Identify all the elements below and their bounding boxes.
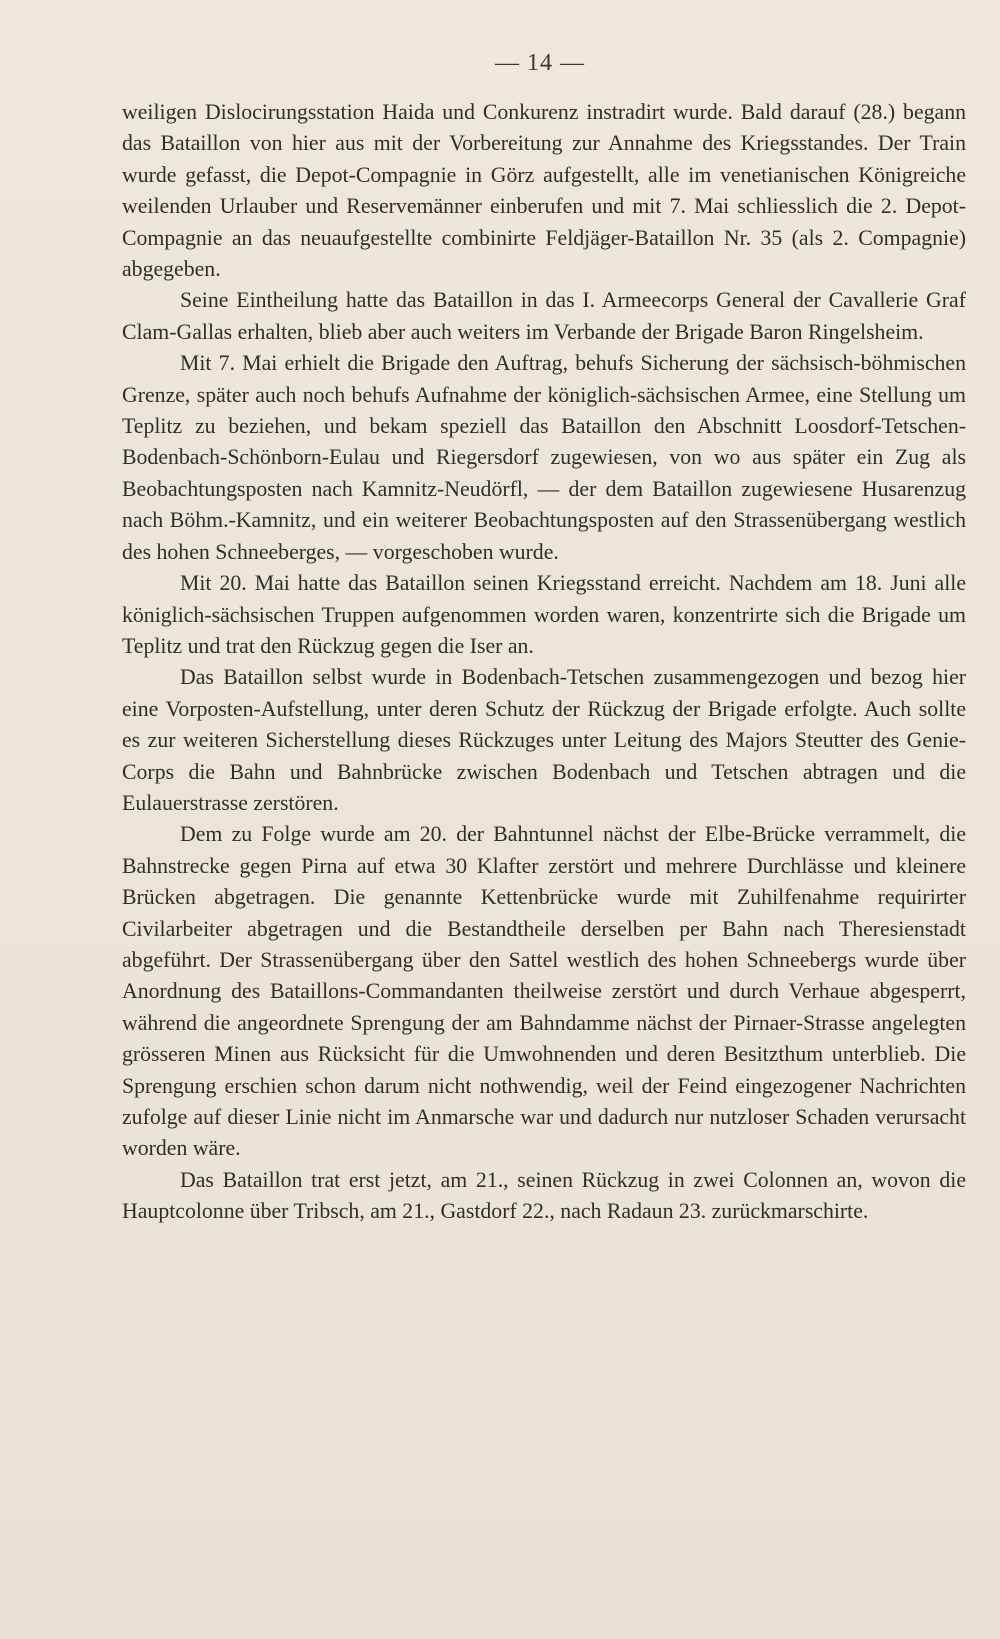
paragraph-continuation: weiligen Dislocirungsstation Haida und Conkurenz instradirt wurde. Bald darauf (28.) begann das Bataillon von hier aus mit der Vorbereitung zur Annahme des Kriegsstandes. Der Train wurde gefasst, die Depot-Compagnie in Görz aufgestellt, alle im venetianischen Königreiche weilenden Urlauber und Reservemänner einberufen und mit 7. Mai schliesslich die 2. Depot-Compagnie an das neuaufgestellte combinirte Feldjäger-Bataillon Nr. 35 (als 2. Compagnie) abgegeben.	[122, 100, 966, 282]
paragraph-zerstoerung: Dem zu Folge wurde am 20. der Bahntunnel nächst der Elbe-Brücke verrammelt, die Bahnstrecke gegen Pirna auf etwa 30 Klafter zerstört und mehrere Durchlässe und kleinere Brücken abgetragen. Die genannte Kettenbrücke wurde mit Zuhilfenahme requirirter Civilarbeiter abgetragen und die Bestandtheile derselben per Bahn nach Theresienstadt abgeführt. Der Strassenübergang über den Sattel westlich des hohen Schneebergs wurde über Anordnung des Bataillons-Commandanten theilweise zerstört und durch Verhaue abgesperrt, während die angeordnete Sprengung der am Bahndamme nächst der Pirnaer-Strasse angelegten grösseren Minen aus Rücksicht für die Umwohnenden und deren Besitzthum unterblieb. Die Sprengung erschien schon darum nicht nothwendig, weil der Feind eingezogener Nachrichten zufolge auf dieser Linie nicht im Anmarsche war und dadurch nur nutzloser Schaden verursacht worden wäre.	[122, 822, 966, 1161]
page-number: — 14 —	[495, 50, 585, 76]
paragraph-kriegsstand: Mit 20. Mai hatte das Bataillon seinen Kriegsstand erreicht. Nachdem am 18. Juni alle königlich-sächsischen Truppen aufgenommen worden waren, konzentrirte sich die Brigade um Teplitz und trat den Rückzug gegen die Iser an.	[122, 571, 966, 658]
body-text	[122, 97, 966, 1228]
paragraph-eintheilung: Seine Eintheilung hatte das Bataillon in das I. Armeecorps General der Cavallerie Graf Clam-Gallas erhalten, blieb aber auch weiters im Verbande der Brigade Baron Ringelsheim.	[122, 288, 966, 344]
paragraph-rueckzug: Das Bataillon trat erst jetzt, am 21., seinen Rückzug in zwei Colonnen an, wovon die Hauptcolonne über Tribsch, am 21., Gastdorf 22., nach Radaun 23. zurückmarschirte.	[122, 1167, 966, 1224]
paragraph-vorposten: Das Bataillon selbst wurde in Bodenbach-Tetschen zusammengezogen und bezog hier eine Vorposten-Aufstellung, unter deren Schutz der Rückzug der Brigade erfolgte. Auch sollte es zur weiteren Sicherstellung dieses Rückzuges unter Leitung des Majors Steutter des Genie-Corps die Bahn und Bahnbrücke zwischen Bodenbach und Tetschen abtragen und die Eulauerstrasse zerstören.	[122, 665, 966, 815]
paragraph-mai-auftrag: Mit 7. Mai erhielt die Brigade den Auftrag, behufs Sicherung der sächsisch-böhmischen Grenze, später auch noch behufs Aufnahme der königlich-sächsischen Armee, eine Stellung um Teplitz zu beziehen, und bekam speziell das Bataillon den Abschnitt Loosdorf-Tetschen-Bodenbach-Schönborn-Eulau und Riegersdorf zugewiesen, von wo aus später ein Zug als Beobachtungsposten nach Kamnitz-Neudörfl, — der dem Bataillon zugewiesene Husarenzug nach Böhm.-Kamnitz, und ein weiterer Beobachtungsposten auf den Strassenübergang westlich des hohen Schneeberges, — vorgeschoben wurde.	[122, 351, 966, 564]
